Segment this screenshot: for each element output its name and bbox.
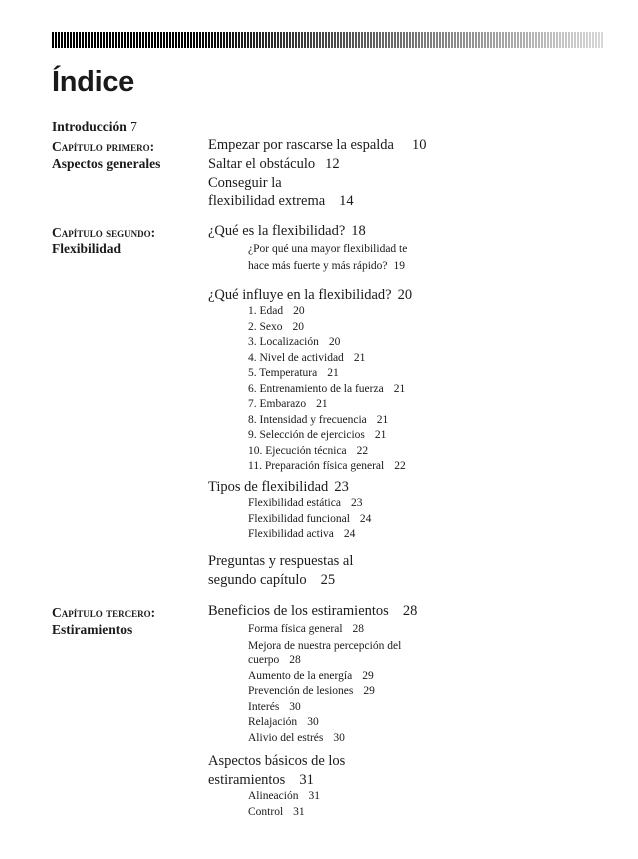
toc-subentry-list xyxy=(248,789,320,820)
intro-label: Introducción xyxy=(52,119,127,134)
subentry-text: 11. Preparación física general xyxy=(248,460,385,472)
chapter-1-name: Aspectos generales xyxy=(52,156,161,171)
chapter-3-label: Capítulo tercero: xyxy=(52,605,156,620)
entry-page: 12 xyxy=(325,156,340,172)
chapter-1-label: Capítulo primero: xyxy=(52,139,155,154)
toc-entry xyxy=(208,174,282,193)
section-page: 25 xyxy=(320,572,336,588)
subentry-text: 6. Entrenamiento de la fuerza xyxy=(248,382,384,395)
section-page: 23 xyxy=(334,479,349,495)
subentry-text: Alivio del estrés xyxy=(248,731,324,744)
section-text: segundo capítulo xyxy=(208,572,307,588)
subentry-text: 9. Selección de ejercicios xyxy=(248,429,365,441)
intro-page: 7 xyxy=(130,119,137,134)
subentry-text: Relajación xyxy=(248,716,298,728)
subentry-text: hace más fuerte y más rápido? xyxy=(248,260,388,272)
page-title: Índice xyxy=(52,66,134,98)
subentry-page: 24 xyxy=(359,512,372,525)
subentry-page: 29 xyxy=(362,669,374,682)
toc-subentry-list xyxy=(248,496,371,543)
subentry-text: 7. Embarazo xyxy=(248,398,307,410)
subentry-text: 1. Edad xyxy=(248,305,284,317)
subentry-page: 28 xyxy=(289,654,301,666)
subentry-text: Interés xyxy=(248,700,280,713)
subentry-page: 28 xyxy=(352,623,365,635)
toc-section xyxy=(208,222,366,241)
toc-subentry xyxy=(248,257,405,275)
subentry-page: 23 xyxy=(350,497,363,509)
entry-text: flexibilidad extrema xyxy=(208,193,326,209)
subentry-page: 19 xyxy=(393,260,406,272)
subentry-text: Forma física general xyxy=(248,623,343,635)
subentry-page: 30 xyxy=(289,700,301,713)
subentry-text: cuerpo xyxy=(248,654,280,666)
toc-subentry xyxy=(248,240,407,258)
subentry-text: 2. Sexo xyxy=(248,320,283,333)
toc-section xyxy=(208,602,417,621)
subentry-text: Aumento de la energía xyxy=(248,669,353,682)
subentry-page: 21 xyxy=(327,367,339,379)
subentry-text: Flexibilidad funcional xyxy=(248,512,350,525)
section-page: 18 xyxy=(351,223,366,239)
toc-section xyxy=(208,552,353,590)
toc-entry xyxy=(208,192,354,211)
subentry-page: 30 xyxy=(307,716,319,728)
subentry-text: 8. Intensidad y frecuencia xyxy=(248,413,367,426)
toc-section xyxy=(208,286,412,305)
subentry-page: 21 xyxy=(316,398,328,410)
entry-text: Conseguir la xyxy=(208,175,282,191)
subentry-page: 24 xyxy=(343,528,356,540)
subentry-text: 10. Ejecución técnica xyxy=(248,444,347,457)
subentry-text: Mejora de nuestra percepción del xyxy=(248,640,402,652)
subentry-text: Alineación xyxy=(248,790,299,802)
chapter-2-label: Capítulo segundo: xyxy=(52,225,156,240)
section-text: Preguntas y respuestas al xyxy=(208,553,354,569)
subentry-text: ¿Por qué una mayor flexibilidad te xyxy=(248,243,408,255)
subentry-page: 21 xyxy=(374,429,387,441)
section-text: Beneficios de los estiramientos xyxy=(208,603,389,619)
subentry-page: 31 xyxy=(293,805,305,818)
subentry-page: 22 xyxy=(356,444,369,457)
section-page: 31 xyxy=(299,772,314,788)
section-text: Tipos de flexibilidad xyxy=(208,479,329,495)
subentry-text: Flexibilidad activa xyxy=(248,528,334,540)
section-page: 20 xyxy=(397,287,413,303)
section-text: ¿Qué influye en la flexibilidad? xyxy=(208,287,392,303)
subentry-page: 21 xyxy=(353,351,366,364)
chapter-2-name: Flexibilidad xyxy=(52,241,122,256)
subentry-text: 5. Temperatura xyxy=(248,367,318,379)
toc-entry xyxy=(208,136,426,155)
subentry-page: 20 xyxy=(328,336,341,348)
decorative-barcode-bar xyxy=(52,32,604,48)
subentry-text: Prevención de lesiones xyxy=(248,685,354,697)
toc-entry xyxy=(208,155,340,174)
subentry-text: 4. Nivel de actividad xyxy=(248,351,344,364)
toc-section xyxy=(208,478,349,497)
toc-subentry-list xyxy=(248,304,406,475)
entry-page: 14 xyxy=(339,193,354,209)
toc-subentry xyxy=(248,620,364,638)
section-text: ¿Qué es la flexibilidad? xyxy=(208,223,346,239)
subentry-text: Control xyxy=(248,805,284,818)
section-text: Aspectos básicos de los xyxy=(208,753,346,769)
section-page: 28 xyxy=(402,603,418,619)
entry-page: 10 xyxy=(411,137,427,153)
subentry-page: 21 xyxy=(393,382,406,395)
subentry-page: 30 xyxy=(333,731,345,744)
subentry-text: 3. Localización xyxy=(248,336,319,348)
subentry-page: 29 xyxy=(363,685,375,697)
entry-text: Saltar el obstáculo xyxy=(208,156,316,172)
subentry-page: 20 xyxy=(292,320,304,333)
subentry-text: Flexibilidad estática xyxy=(248,497,341,509)
entry-text: Empezar por rascarse la espalda xyxy=(208,137,394,153)
subentry-page: 21 xyxy=(376,413,389,426)
section-text: estiramientos xyxy=(208,772,286,788)
intro-entry xyxy=(52,118,137,135)
toc-section xyxy=(208,752,345,790)
subentry-page: 31 xyxy=(308,790,320,802)
subentry-page: 22 xyxy=(394,460,406,472)
toc-subentry-list xyxy=(248,653,375,746)
chapter-3-name: Estiramientos xyxy=(52,622,133,637)
subentry-page: 20 xyxy=(293,305,305,317)
